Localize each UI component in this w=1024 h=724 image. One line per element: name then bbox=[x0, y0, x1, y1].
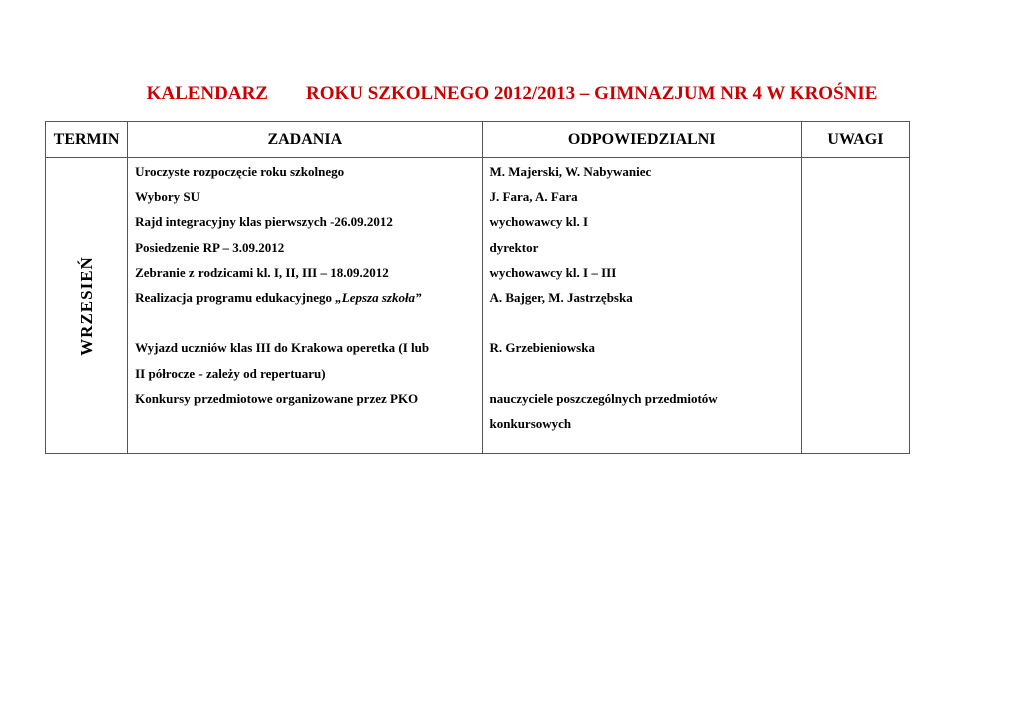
responsible-item: wychowawcy kl. I – III bbox=[489, 264, 617, 280]
task-item: Uroczyste rozpoczęcie roku szkolnego bbox=[135, 164, 345, 179]
task-item: Wybory SU bbox=[135, 189, 200, 205]
spacer-line bbox=[135, 310, 481, 335]
task-item: Wyjazd uczniów klas III do Krakowa operetka (I lub bbox=[135, 340, 430, 356]
spacer-line bbox=[490, 310, 801, 335]
responsible-cell bbox=[482, 158, 801, 454]
responsible-item: nauczyciele poszczególnych przedmiotów bbox=[489, 390, 718, 406]
termin-cell bbox=[46, 158, 128, 454]
responsible-item: R. Grzebieniowska bbox=[489, 340, 595, 356]
responsible-item: konkursowych bbox=[489, 415, 572, 431]
title-part-1: KALENDARZ bbox=[146, 83, 268, 104]
month-label: WRZESIEŃ bbox=[76, 255, 96, 356]
title-part-2: ROKU SZKOLNEGO 2012/2013 – GIMNAZJUM NR 4 W KROŚNIE bbox=[305, 83, 878, 104]
task-item: Posiedzenie RP – 3.09.2012 bbox=[135, 239, 285, 255]
header-row bbox=[46, 122, 910, 158]
calendar-table bbox=[45, 121, 910, 454]
header-zadania: ZADANIA bbox=[128, 122, 482, 158]
document-title bbox=[0, 83, 1024, 105]
tasks-cell bbox=[128, 158, 482, 454]
responsible-item: M. Majerski, W. Nabywaniec bbox=[489, 164, 652, 179]
header-termin: TERMIN bbox=[46, 122, 128, 158]
task-item: Rajd integracyjny klas pierwszych -26.09.2012 bbox=[135, 214, 393, 230]
task-item-program-title: „Lepsza szkoła” bbox=[335, 289, 422, 305]
responsible-item: J. Fara, A. Fara bbox=[489, 189, 578, 205]
responsible-item: dyrektor bbox=[489, 239, 539, 255]
header-odpowiedzialni: ODPOWIEDZIALNI bbox=[482, 122, 801, 158]
spacer-line bbox=[490, 361, 801, 386]
notes-cell bbox=[801, 158, 909, 454]
table-row bbox=[46, 158, 910, 454]
task-item-program-text: Realizacja programu edukacyjnego bbox=[135, 289, 336, 305]
task-item: II półrocze - zależy od repertuaru) bbox=[135, 365, 326, 381]
responsible-item: wychowawcy kl. I bbox=[489, 214, 589, 230]
task-item-program bbox=[135, 285, 481, 310]
responsible-item: A. Bajger, M. Jastrzębska bbox=[489, 289, 633, 305]
task-item: Zebranie z rodzicami kl. I, II, III – 18.09.2012 bbox=[135, 264, 389, 280]
header-uwagi: UWAGI bbox=[801, 122, 909, 158]
task-item: Konkursy przedmiotowe organizowane przez PKO bbox=[135, 390, 419, 406]
